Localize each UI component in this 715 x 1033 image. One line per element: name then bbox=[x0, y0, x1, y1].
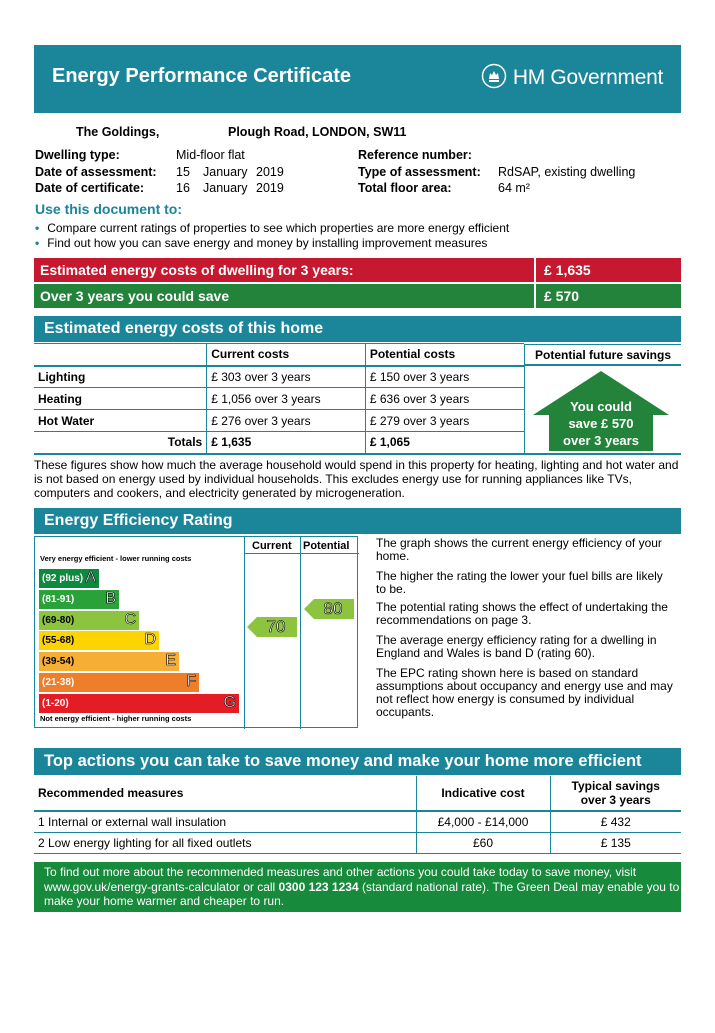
savings-cell: £ 135 bbox=[550, 832, 681, 853]
estimated-cost-label: Estimated energy costs of dwelling for 3 years: bbox=[34, 258, 536, 282]
measure-cell: 2 Low energy lighting for all fixed outlets bbox=[38, 835, 252, 850]
band-range: (55-68) bbox=[42, 635, 75, 647]
rating-band-a bbox=[39, 569, 99, 588]
costs-section-title: Estimated energy costs of this home bbox=[34, 316, 681, 342]
band-range: (92 plus) bbox=[42, 573, 84, 584]
royal-crest-icon bbox=[481, 63, 507, 92]
col-current-rating: Current bbox=[252, 540, 292, 552]
bottom-note: Not energy efficient - higher running costs bbox=[40, 714, 192, 723]
table-row bbox=[34, 410, 524, 432]
savings-label: Over 3 years you could save bbox=[34, 284, 536, 308]
use-document-list bbox=[35, 221, 675, 250]
certificate-date-month: January bbox=[203, 181, 248, 195]
current-cost-cell: £ 1,056 over 3 years bbox=[207, 388, 366, 410]
estimated-cost-value: £ 1,635 bbox=[544, 262, 591, 278]
row-label: Lighting bbox=[38, 369, 86, 384]
savings-cell: £ 432 bbox=[550, 811, 681, 832]
floor-area-value: 64 m² bbox=[498, 181, 530, 195]
use-document-title: Use this document to: bbox=[35, 201, 183, 217]
assessment-date-day: 15 bbox=[176, 165, 190, 179]
efficiency-text-1: The graph shows the current energy efficiency of your home. bbox=[376, 536, 662, 563]
rating-band-g bbox=[39, 694, 239, 713]
col-indicative-cost: Indicative cost bbox=[416, 776, 550, 811]
estimated-cost-bar bbox=[34, 258, 681, 282]
efficiency-text-3: The potential rating shows the effect of undertaking the recommendations on page 3. bbox=[376, 600, 668, 627]
assessment-date-year: 2019 bbox=[256, 165, 284, 179]
band-letter: E bbox=[165, 652, 176, 670]
phone-number: 0300 123 1234 bbox=[278, 879, 359, 894]
certificate-date-day: 16 bbox=[176, 181, 190, 195]
bullet-text: Find out how you can save energy and money by installing improvement measures bbox=[47, 236, 488, 250]
current-cost-cell: £ 276 over 3 years bbox=[207, 410, 366, 432]
list-item bbox=[35, 236, 675, 250]
actions-section-title: Top actions you can take to save money and make your home more efficient bbox=[34, 748, 681, 775]
recommendations-table bbox=[34, 776, 681, 854]
row-label: Heating bbox=[38, 391, 83, 406]
rating-band-b bbox=[39, 590, 119, 609]
savings-house-text: You could save £ 570 over 3 years bbox=[563, 399, 639, 448]
current-cost-cell: £ 303 over 3 years bbox=[207, 366, 366, 388]
costs-table bbox=[34, 343, 524, 455]
measure-cell: 1 Internal or external wall insulation bbox=[38, 814, 227, 829]
table-header-row bbox=[34, 776, 681, 811]
table-row bbox=[34, 366, 524, 388]
page-title: Energy Performance Certificate bbox=[52, 65, 352, 87]
cost-cell: £60 bbox=[416, 832, 550, 853]
totals-row bbox=[34, 432, 524, 454]
potential-cost-cell: £ 279 over 3 years bbox=[365, 410, 524, 432]
bullet-icon: • bbox=[35, 236, 40, 250]
column-divider bbox=[300, 537, 301, 729]
bullet-icon: • bbox=[35, 221, 40, 235]
column-divider bbox=[244, 553, 359, 554]
reference-label: Reference number: bbox=[358, 148, 472, 162]
footer-line-1: To find out more about the recommended measures and other actions you could take today to save money, visit bbox=[44, 865, 637, 879]
col-potential-costs: Potential costs bbox=[365, 344, 524, 366]
col-measures: Recommended measures bbox=[38, 786, 184, 800]
assessment-date-month: January bbox=[203, 165, 248, 179]
totals-label: Totals bbox=[34, 432, 207, 454]
potential-rating-value: 80 bbox=[323, 599, 343, 618]
certificate-date-label: Date of certificate: bbox=[35, 181, 145, 195]
band-letter: G bbox=[223, 693, 236, 711]
band-range: (81-91) bbox=[42, 593, 75, 605]
cost-cell: £4,000 - £14,000 bbox=[416, 811, 550, 832]
address-street: Plough Road, LONDON, SW11 bbox=[228, 125, 407, 139]
table-row bbox=[34, 388, 524, 410]
savings-value: £ 570 bbox=[544, 288, 580, 304]
col-current-costs: Current costs bbox=[207, 344, 366, 366]
rating-band-f bbox=[39, 673, 199, 692]
rating-band-d bbox=[39, 631, 159, 650]
band-letter: B bbox=[105, 589, 116, 607]
band-range: (21-38) bbox=[42, 677, 75, 688]
costs-note: These figures show how much the average household would spend in this property for heating, lighting and hot water and is not based on energy used by individual households. This excludes energy use for running appliances like TVs, computers and cookers, and electricity generated by microgeneration. bbox=[34, 458, 679, 500]
band-range: (1-20) bbox=[42, 697, 69, 709]
current-rating-arrow bbox=[247, 617, 297, 640]
row-label: Hot Water bbox=[38, 413, 95, 428]
efficiency-text-5: The EPC rating shown here is based on standard assumptions about occupancy and energy use and may not reflect how energy is consumed by individual occupants. bbox=[376, 666, 673, 719]
dwelling-type-value: Mid-floor flat bbox=[176, 148, 245, 162]
band-range: (39-54) bbox=[42, 656, 75, 668]
certificate-date-year: 2019 bbox=[256, 181, 284, 195]
assessment-type-value: RdSAP, existing dwelling bbox=[498, 165, 636, 179]
footer-line-3: make your home warmer and cheaper to run. bbox=[44, 894, 285, 908]
top-note: Very energy efficient - lower running costs bbox=[40, 554, 192, 563]
col-potential-rating: Potential bbox=[303, 540, 350, 552]
totals-potential: £ 1,065 bbox=[365, 432, 524, 454]
band-range: (69-80) bbox=[42, 614, 75, 626]
col-potential-future-savings: Potential future savings bbox=[524, 344, 681, 366]
band-letter: A bbox=[85, 569, 96, 586]
assessment-type-label: Type of assessment: bbox=[358, 165, 481, 179]
table-row bbox=[34, 832, 681, 853]
rating-band-c bbox=[39, 611, 139, 630]
potential-cost-cell: £ 636 over 3 years bbox=[365, 388, 524, 410]
certificate-header bbox=[34, 45, 681, 113]
band-letter: C bbox=[124, 610, 136, 628]
hm-government-logo bbox=[481, 63, 663, 92]
gov-label: HM Government bbox=[512, 65, 663, 89]
potential-cost-cell: £ 150 over 3 years bbox=[365, 366, 524, 388]
band-letter: D bbox=[144, 631, 156, 649]
efficiency-text-4: The average energy efficiency rating for a dwelling in England and Wales is band D (rating 60). bbox=[376, 633, 657, 660]
floor-area-label: Total floor area: bbox=[358, 181, 452, 195]
column-divider bbox=[244, 537, 245, 729]
savings-bar bbox=[34, 284, 681, 308]
list-item bbox=[35, 221, 675, 235]
bullet-text: Compare current ratings of properties to see which properties are more energy efficient bbox=[47, 221, 510, 235]
efficiency-rating-chart bbox=[34, 536, 358, 728]
table-row bbox=[34, 811, 681, 832]
dwelling-type-label: Dwelling type: bbox=[35, 148, 120, 162]
efficiency-text-2: The higher the rating the lower your fuel bills are likely to be. bbox=[376, 569, 663, 596]
footer-info bbox=[34, 862, 681, 912]
band-letter: F bbox=[186, 673, 196, 690]
column-divider bbox=[524, 366, 525, 454]
address-name: The Goldings, bbox=[76, 125, 160, 139]
current-rating-value: 70 bbox=[266, 617, 286, 636]
potential-rating-arrow bbox=[304, 599, 354, 622]
rating-band-e bbox=[39, 652, 179, 671]
col-typical-savings: Typical savings over 3 years bbox=[550, 776, 681, 811]
totals-current: £ 1,635 bbox=[207, 432, 366, 454]
efficiency-section-title: Energy Efficiency Rating bbox=[34, 508, 681, 534]
footer-line-2: www.gov.uk/energy-grants-calculator or call 0300 123 1234 (standard national rate). The Green Deal may enable you to bbox=[44, 879, 680, 894]
assessment-date-label: Date of assessment: bbox=[35, 165, 157, 179]
table-header-row bbox=[34, 344, 524, 366]
